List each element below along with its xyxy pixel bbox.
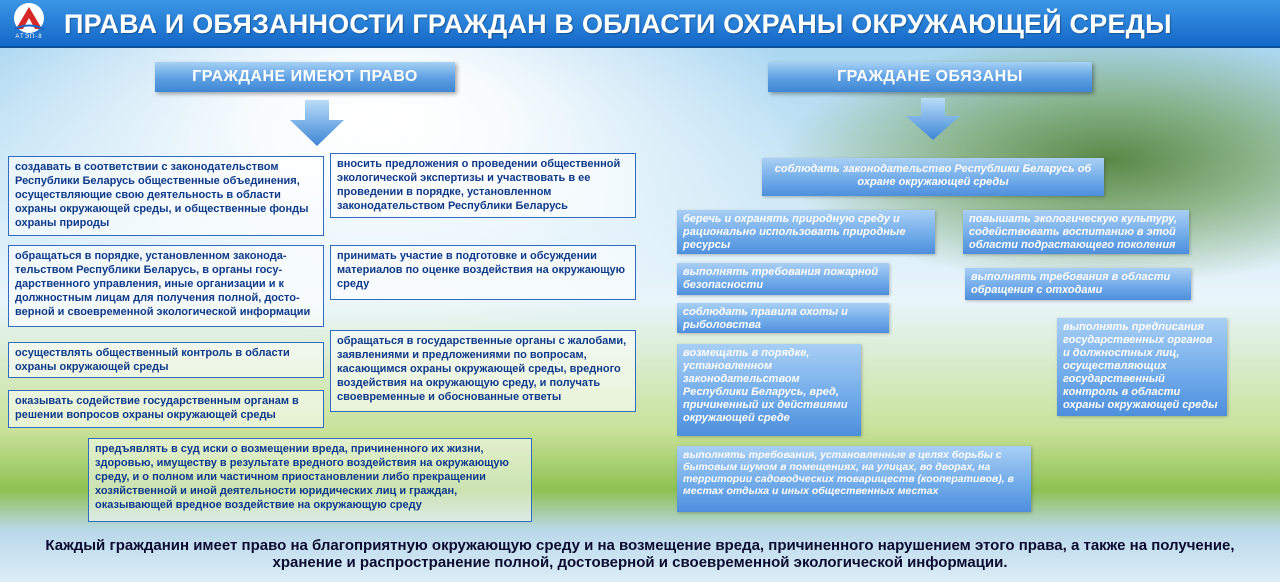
duty-item-4: выполнять требования пожарной безопасности bbox=[677, 263, 889, 295]
logo-icon bbox=[6, 2, 52, 36]
duty-item-7: выполнять предписания государственных органов и должностных лиц, осуществляющих государственный контроль в области охраны окружающей среды bbox=[1057, 318, 1227, 416]
right-item-7: оказывать содействие государственным органам в решении вопросов охраны окружающей среды bbox=[8, 390, 324, 428]
right-item-3: обращаться в порядке, установленном законода-тельством Республики Беларусь, в органы госу-дарственного управления, иные организации и к должностным лицам для получения полной, досто-верной и своевременной экологической информации bbox=[8, 245, 324, 327]
duty-item-9: выполнять требования, установленные в целях борьбы с бытовым шумом в помещениях, на улицах, во дворах, на территории садоводческих товариществ (кооперативов), в местах отдыха и иных общественных местах bbox=[677, 446, 1031, 512]
duty-item-5: выполнять требования в области обращения с отходами bbox=[965, 268, 1191, 300]
logo-caption: АТЭП-8 bbox=[15, 34, 43, 40]
duty-item-6: соблюдать правила охоты и рыболовства bbox=[677, 303, 889, 333]
right-item-1: создавать в соответствии с законодательством Республики Беларусь общественные объединения, осуществляющие свою деятельность в области охраны окружающей среды, и общественные фонды охраны природы bbox=[8, 156, 324, 236]
page-title: ПРАВА И ОБЯЗАННОСТИ ГРАЖДАН В ОБЛАСТИ ОХРАНЫ ОКРУЖАЮЩЕЙ СРЕДЫ bbox=[64, 9, 1172, 39]
duty-item-2: беречь и охранять природную среду и рационально использовать природные ресурсы bbox=[677, 210, 935, 254]
duties-heading: ГРАЖДАНЕ ОБЯЗАНЫ bbox=[768, 62, 1092, 92]
footer-statement: Каждый гражданин имеет право на благоприятную окружающую среду и на возмещение вреда, причиненного нарушением этого права, а также на получение, хранение и распространение полной, достоверной и своевременной экологической информации. bbox=[45, 537, 1235, 571]
down-arrow-icon bbox=[290, 100, 344, 146]
right-item-6: обращаться в государственные органы с жалобами, заявлениями и предложениями по вопросам, касающимся охраны окружающей среды, вредного воздействия на окружающую среду, и получать своевременные и обоснованные ответы bbox=[330, 330, 636, 412]
right-item-8: предъявлять в суд иски о возмещении вреда, причиненного их жизни, здоровью, имуществу в результате вредного воздействия на окружающую среду, и о полном или частичном приостановлении либо прекращении хозяйственной и иной деятельности юридических лиц и граждан, оказывающей вредное воздействие на окружающую среду bbox=[88, 438, 532, 522]
down-arrow-icon bbox=[906, 98, 960, 140]
duty-item-3: повышать экологическую культуру, содействовать воспитанию в этой области подрастающего поколения bbox=[963, 210, 1189, 254]
rights-heading: ГРАЖДАНЕ ИМЕЮТ ПРАВО bbox=[155, 62, 455, 92]
logo bbox=[6, 2, 52, 44]
header-banner bbox=[0, 0, 1280, 48]
right-item-4: принимать участие в подготовке и обсуждении материалов по оценке воздействия на окружающую среду bbox=[330, 245, 636, 300]
right-item-2: вносить предложения о проведении общественной экологической экспертизы и участвовать в ее проведении в порядке, установленном законодательством Республики Беларусь bbox=[330, 153, 636, 218]
duty-item-8: возмещать в порядке, установленном законодательством Республики Беларусь, вред, причиненный их действиями окружающей среде bbox=[677, 344, 861, 436]
right-item-5: осуществлять общественный контроль в области охраны окружающей среды bbox=[8, 342, 324, 378]
duty-item-1: соблюдать законодательство Республики Беларусь об охране окружающей среды bbox=[762, 158, 1104, 196]
